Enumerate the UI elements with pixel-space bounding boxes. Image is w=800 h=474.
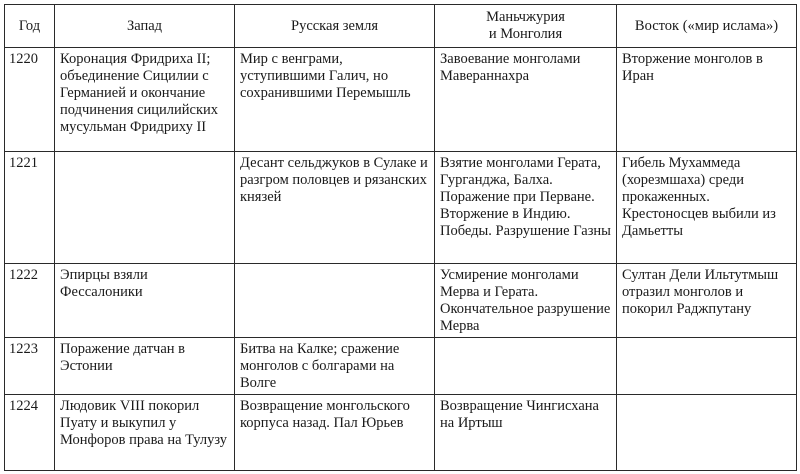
east-cell — [617, 395, 797, 471]
manchuria-cell: Усмирение монголами Мерва и Герата. Окончательное разрушение Мерва — [435, 264, 617, 338]
header-row — [5, 5, 797, 48]
header-year: Год — [5, 5, 55, 48]
west-cell — [55, 152, 235, 264]
year-cell: 1221 — [5, 152, 55, 264]
chronology-table — [4, 4, 797, 471]
manchuria-cell: Возвращение Чингисхана на Иртыш — [435, 395, 617, 471]
west-cell: Поражение датчан в Эстонии — [55, 338, 235, 395]
table-row — [5, 152, 797, 264]
table-row — [5, 48, 797, 152]
east-cell: Вторжение монголов в Иран — [617, 48, 797, 152]
year-cell: 1220 — [5, 48, 55, 152]
header-rus: Русская земля — [235, 5, 435, 48]
rus-cell: Десант сельджуков в Сулаке и разгром половцев и рязанских князей — [235, 152, 435, 264]
manchuria-cell: Взятие монголами Герата, Гурганджа, Балха. Поражение при Перване. Вторжение в Индию. Победы. Разрушение Газны — [435, 152, 617, 264]
east-cell — [617, 338, 797, 395]
rus-cell: Возвращение монгольского корпуса назад. Пал Юрьев — [235, 395, 435, 471]
header-manchuria-line2: и Монголия — [488, 26, 563, 42]
year-cell: 1224 — [5, 395, 55, 471]
header-manchuria — [435, 5, 617, 48]
rus-cell — [235, 264, 435, 338]
west-cell: Эпирцы взяли Фессалоники — [55, 264, 235, 338]
east-cell: Гибель Мухаммеда (хорезмшаха) среди прокаженных. Крестоносцев выбили из Дамьетты — [617, 152, 797, 264]
manchuria-cell: Завоевание монголами Мавераннахра — [435, 48, 617, 152]
manchuria-cell — [435, 338, 617, 395]
header-west: Запад — [55, 5, 235, 48]
header-east: Восток («мир ислама») — [617, 5, 797, 48]
rus-cell: Битва на Калке; сражение монголов с болгарами на Волге — [235, 338, 435, 395]
header-manchuria-line1: Маньчжурия — [486, 9, 565, 25]
year-cell: 1222 — [5, 264, 55, 338]
west-cell: Коронация Фридриха II; объединение Сицилии с Германией и окончание подчинения сицилийских мусульман Фридриху II — [55, 48, 235, 152]
east-cell: Султан Дели Ильтутмыш отразил монголов и покорил Раджпутану — [617, 264, 797, 338]
table-row — [5, 395, 797, 471]
west-cell: Людовик VIII покорил Пуату и выкупил у Монфоров права на Тулузу — [55, 395, 235, 471]
table-row — [5, 264, 797, 338]
rus-cell: Мир с венграми, уступившими Галич, но сохранившими Перемышль — [235, 48, 435, 152]
table-row — [5, 338, 797, 395]
year-cell: 1223 — [5, 338, 55, 395]
